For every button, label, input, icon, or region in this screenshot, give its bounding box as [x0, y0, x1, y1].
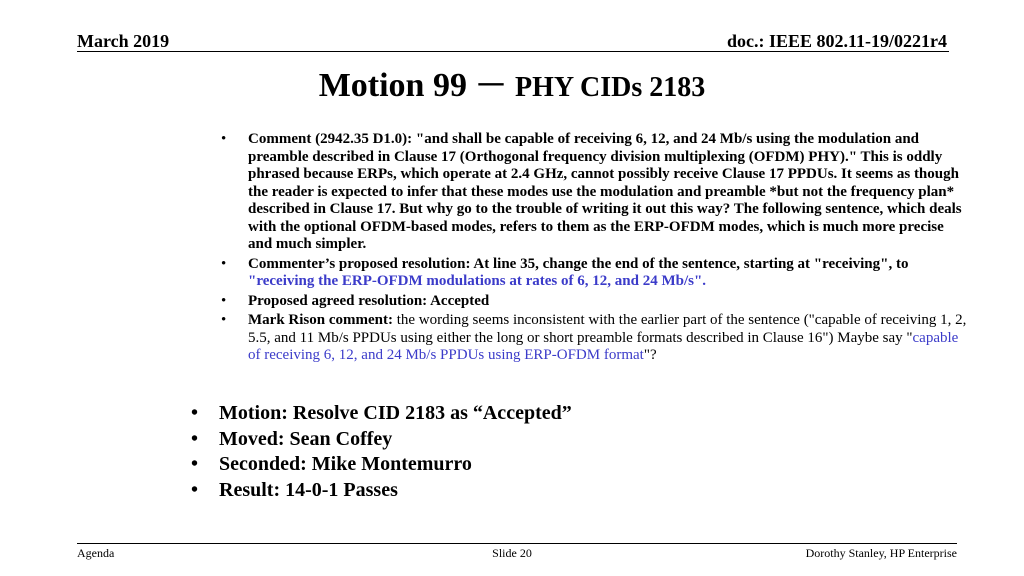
header-date: March 2019: [77, 31, 170, 51]
bullet-icon: •: [191, 453, 199, 475]
proposed-resolution-text: Commenter’s proposed resolution: At line 35, change the end of the sentence, starting at "receiving", to: [248, 255, 909, 272]
slide-title: [0, 60, 1024, 106]
moved-item: [191, 427, 572, 453]
footer-divider: [77, 543, 957, 544]
rison-comment-end: "?: [643, 347, 657, 363]
footer-slide-number: Slide 20: [492, 546, 532, 560]
title-sub: PHY CIDs 2183: [514, 72, 706, 103]
seconded-text: Seconded: Mike Montemurro: [219, 453, 472, 475]
bullet-icon: •: [221, 312, 227, 328]
title-dash: －: [474, 67, 507, 103]
seconded-item: [191, 452, 572, 478]
bullet-icon: •: [191, 402, 199, 424]
footer-author: Dorothy Stanley, HP Enterprise: [805, 546, 957, 560]
comment-item: [221, 131, 971, 254]
comment-details-list: [221, 131, 971, 367]
title-main: Motion 99: [318, 67, 467, 104]
rison-comment-label: Mark Rison comment:: [248, 312, 393, 328]
bullet-icon: •: [191, 427, 199, 450]
motion-text: Motion: Resolve CID 2183 as “Accepted”: [219, 402, 572, 424]
rison-comment-text: the wording seems inconsistent with the earlier part of the sentence ("capable of receiving 1, 2, 5.5, and 11 Mb/s PPDUs using either the long or short preamble formats described in Clause 16") Maybe say ": [248, 312, 967, 346]
comment-text: Comment (2942.35 D1.0): "and shall be capable of receiving 6, 12, and 24 Mb/s using the modulation and preamble described in Clause 17 (Orthogonal frequency division multiplexing (OFDM) PHY)." This is oddly phrased because ERPs, which operate at 2.4 GHz, cannot possibly receive Clause 17 PPDUs. It seems as though the reader is expected to infer that these modes use the modulation and preamble *but not the frequency plan* described in Clause 17. But why go to the trouble of writing it out this way? The following sentence, which deals with the optional OFDM-based modes, refers to them as the ERP-OFDM modes, which is much more precise and much simpler.: [248, 131, 962, 252]
motion-item: [191, 401, 572, 427]
rison-comment-item: [221, 312, 971, 365]
moved-text: Moved: Sean Coffey: [219, 427, 393, 450]
bullet-icon: •: [221, 255, 227, 272]
header-doc-id: doc.: IEEE 802.11-19/0221r4: [726, 31, 947, 51]
footer-agenda: Agenda: [77, 546, 115, 560]
header-divider: [77, 51, 949, 52]
agreed-resolution-text: Proposed agreed resolution: Accepted: [248, 292, 490, 309]
proposed-resolution-quote: "receiving the ERP-OFDM modulations at rates of 6, 12, and 24 Mb/s".: [248, 273, 707, 289]
bullet-icon: •: [221, 292, 227, 309]
rison-comment-quote: capable of receiving 6, 12, and 24 Mb/s PPDUs using ERP-OFDM format: [248, 329, 959, 363]
result-item: [191, 478, 572, 504]
bullet-icon: •: [191, 478, 199, 501]
motion-summary-list: [191, 401, 572, 503]
agreed-resolution-item: [221, 293, 971, 311]
proposed-resolution-item: [221, 256, 971, 291]
result-text: Result: 14-0-1 Passes: [219, 478, 398, 501]
bullet-icon: •: [221, 131, 227, 147]
